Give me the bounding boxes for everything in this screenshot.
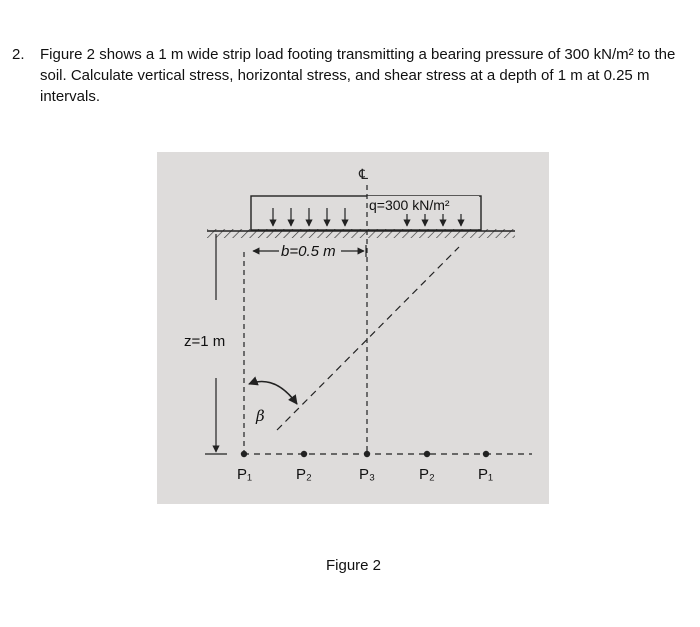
question xyxy=(12,44,680,107)
figure-caption: Figure 2 xyxy=(326,557,382,574)
width-dimension xyxy=(253,243,366,260)
angle-label: β xyxy=(256,407,265,425)
question-text: Figure 2 shows a 1 m wide strip load footing transmitting a bearing pressure of 300 kN/m² to the soil. Calculate vertical stress, horizontal stress, and shear stress at a depth of 1 m at 0.25 m intervals. xyxy=(40,46,676,105)
figure-2-diagram xyxy=(157,152,549,504)
width-label: b=0.5 m xyxy=(281,243,336,260)
centerline-symbol: ℄ xyxy=(359,167,368,183)
depth-dimension xyxy=(184,234,227,454)
question-number: 2. xyxy=(12,46,25,63)
point-label-p1-left: P₁ xyxy=(237,466,253,483)
footing-load xyxy=(251,196,481,230)
beta-angle xyxy=(249,382,297,426)
point-label-p3: P₃ xyxy=(359,466,376,483)
diagonal-line xyxy=(277,247,459,430)
point-label-p2-right: P₂ xyxy=(419,466,435,483)
depth-label: z=1 m xyxy=(184,333,226,350)
point-label-p2-left: P₂ xyxy=(296,466,312,483)
load-label: q=300 kN/m² xyxy=(369,197,450,213)
point-label-p1-right: P₁ xyxy=(478,466,494,483)
